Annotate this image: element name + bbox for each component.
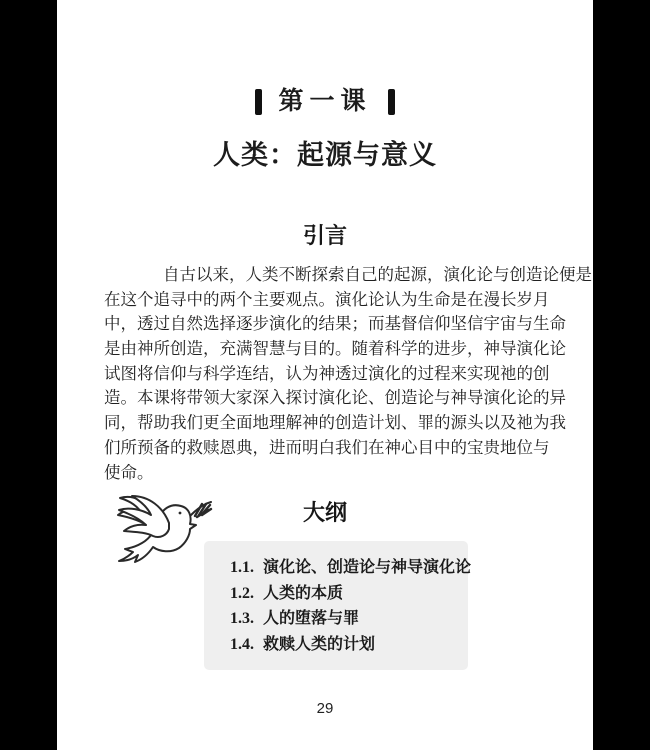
lesson-number-label: 第一课 (278, 88, 372, 115)
outline-item-number: 1.4. (230, 635, 254, 653)
vertical-bar-left-icon (255, 89, 262, 115)
document-page (57, 0, 593, 750)
paragraph-line: 在这个追寻中的两个主要观点。演化论认为生命是在漫长岁月 (104, 289, 550, 309)
outline-item (230, 632, 458, 658)
paragraph-line: 们所预备的救赎恩典，进而明白我们在神心目中的宝贵地位与 (104, 437, 550, 457)
outline-item-label: 救赎人类的计划 (263, 635, 376, 653)
paragraph-line: 是由神所创造，充满智慧与目的。随着科学的进步，神导演化论 (104, 339, 566, 359)
lesson-banner (57, 88, 593, 115)
outline-item (230, 581, 458, 607)
outline-item-number: 1.2. (230, 584, 254, 602)
outline-box (204, 541, 472, 670)
page-title: 人类：起源与意义 (213, 140, 437, 170)
paragraph-line: 中，透过自然选择逐步演化的结果；而基督信仰坚信宇宙与生命 (104, 314, 566, 334)
outline-section-heading: 大纲 (302, 500, 347, 526)
page-number: 29 (316, 700, 334, 717)
intro-paragraph (104, 263, 592, 485)
outline-item-label: 演化论、创造论与神导演化论 (263, 559, 472, 577)
paragraph-line: 试图将信仰与科学连结，认为神透过演化的过程来实现祂的创 (104, 363, 550, 383)
intro-section-heading: 引言 (302, 223, 347, 248)
outline-item (230, 555, 472, 581)
paragraph-line: 自古以来，人类不断探索自己的起源，演化论与创造论便是 (163, 265, 592, 284)
outline-item-label: 人类的本质 (263, 584, 344, 602)
outline-item-number: 1.1. (230, 559, 254, 577)
outline-item-label: 人的堕落与罪 (263, 610, 360, 628)
paragraph-line: 使命。 (104, 462, 154, 482)
vertical-bar-right-icon (388, 89, 395, 115)
dove-olive-branch-icon (107, 491, 217, 571)
outline-item-number: 1.3. (230, 610, 254, 628)
outline-item (230, 606, 458, 632)
paragraph-line: 同，帮助我们更全面地理解神的创造计划、罪的源头以及祂为我 (104, 413, 566, 433)
paragraph-line: 造。本课将带领大家深入探讨演化论、创造论与神导演化论的异 (104, 388, 566, 408)
